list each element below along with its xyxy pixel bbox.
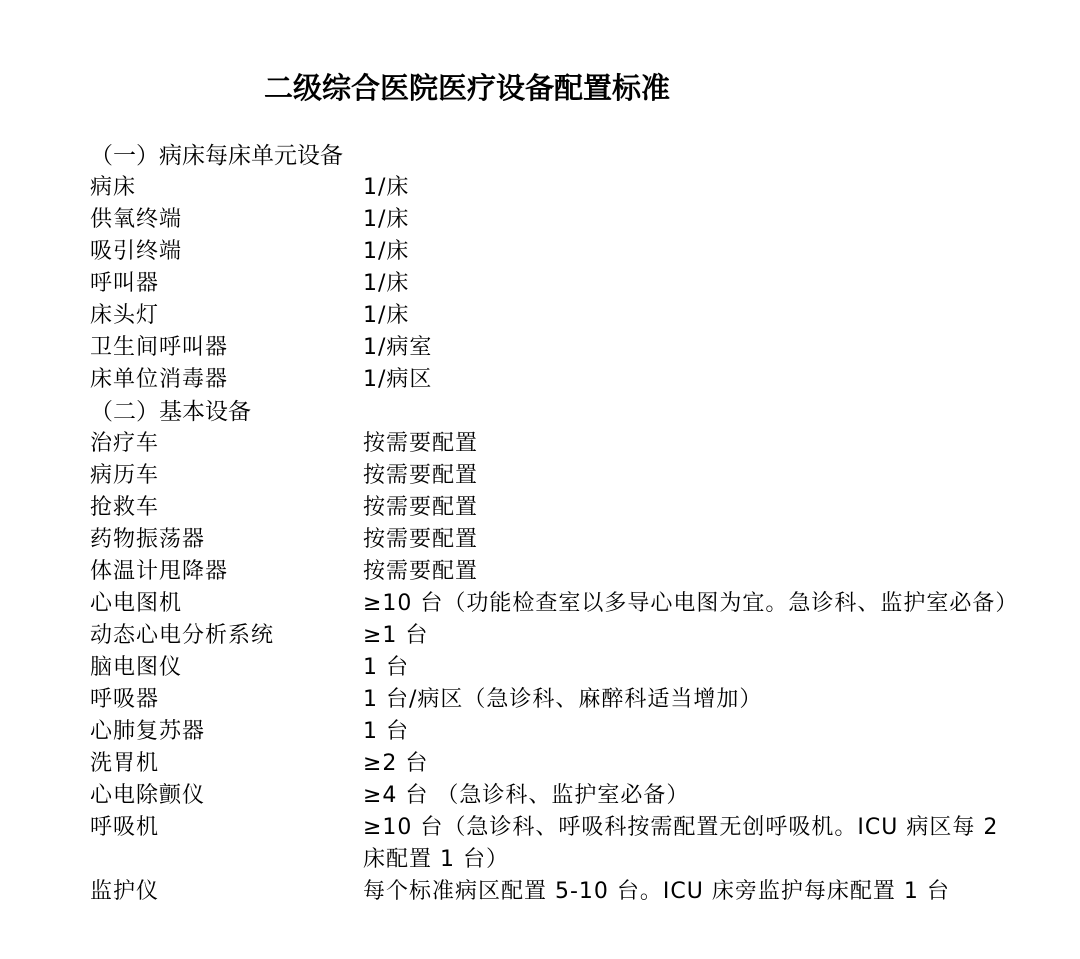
item-name: 洗胃机 bbox=[90, 751, 160, 776]
item-value: 1/病室 bbox=[363, 335, 433, 360]
document-title: 二级综合医院医疗设备配置标准 bbox=[264, 71, 671, 105]
item-name: 病历车 bbox=[90, 463, 160, 488]
list-item bbox=[90, 588, 1020, 620]
item-name: 脑电图仪 bbox=[90, 655, 183, 680]
item-name: 药物振荡器 bbox=[90, 527, 206, 552]
item-value: 按需要配置 bbox=[363, 559, 479, 584]
item-name: 床单位消毒器 bbox=[90, 367, 229, 392]
item-value: 每个标准病区配置 5-10 台。ICU 床旁监护每床配置 1 台 bbox=[363, 879, 950, 904]
list-item bbox=[90, 876, 1020, 908]
list-item bbox=[90, 460, 1020, 492]
item-name: 卫生间呼叫器 bbox=[90, 335, 229, 360]
item-name: 动态心电分析系统 bbox=[90, 623, 275, 648]
item-value: 1/床 bbox=[363, 271, 410, 296]
item-name: 供氧终端 bbox=[90, 207, 183, 232]
item-value: 按需要配置 bbox=[363, 527, 479, 552]
item-name: 吸引终端 bbox=[90, 239, 183, 264]
item-name: 心电除颤仪 bbox=[90, 783, 206, 808]
list-item bbox=[90, 332, 1020, 364]
item-value: 1/床 bbox=[363, 303, 410, 328]
list-item bbox=[90, 268, 1020, 300]
item-value: 按需要配置 bbox=[363, 463, 479, 488]
list-item bbox=[90, 812, 1020, 876]
list-item bbox=[90, 524, 1020, 556]
item-value: ≥2 台 bbox=[363, 751, 429, 776]
list-item bbox=[90, 204, 1020, 236]
item-name: 呼吸机 bbox=[90, 815, 160, 840]
item-name: 治疗车 bbox=[90, 431, 160, 456]
list-item bbox=[90, 428, 1020, 460]
section-heading: （一）病床每床单元设备 bbox=[90, 143, 343, 169]
item-name: 监护仪 bbox=[90, 879, 160, 904]
item-name: 心电图机 bbox=[90, 591, 183, 616]
item-value: ≥4 台 （急诊科、监护室必备） bbox=[363, 783, 690, 808]
item-value: 1 台 bbox=[363, 655, 409, 680]
item-value: 按需要配置 bbox=[363, 495, 479, 520]
section-heading: （二）基本设备 bbox=[90, 399, 251, 425]
item-value: ≥10 台（急诊科、呼吸科按需配置无创呼吸机。ICU 病区每 2 床配置 1 台） bbox=[363, 815, 999, 872]
list-item bbox=[90, 172, 1020, 204]
item-value: ≥10 台（功能检查室以多导心电图为宜。急诊科、监护室必备） bbox=[363, 591, 1019, 616]
item-name: 病床 bbox=[90, 175, 137, 200]
list-item bbox=[90, 620, 1020, 652]
item-name: 体温计甩降器 bbox=[90, 559, 229, 584]
list-item bbox=[90, 748, 1020, 780]
list-item bbox=[90, 300, 1020, 332]
list-item bbox=[90, 716, 1020, 748]
item-name: 床头灯 bbox=[90, 303, 160, 328]
list-item bbox=[90, 364, 1020, 396]
item-name: 抢救车 bbox=[90, 495, 160, 520]
item-value: ≥1 台 bbox=[363, 623, 429, 648]
list-item bbox=[90, 556, 1020, 588]
list-item bbox=[90, 236, 1020, 268]
item-value: 1 台/病区（急诊科、麻醉科适当增加） bbox=[363, 687, 763, 712]
item-value: 1/床 bbox=[363, 207, 410, 232]
equipment-list bbox=[90, 140, 1020, 908]
list-item bbox=[90, 780, 1020, 812]
list-item bbox=[90, 684, 1020, 716]
item-name: 心肺复苏器 bbox=[90, 719, 206, 744]
item-value: 1 台 bbox=[363, 719, 409, 744]
item-value: 1/病区 bbox=[363, 367, 433, 392]
item-value: 1/床 bbox=[363, 239, 410, 264]
item-name: 呼叫器 bbox=[90, 271, 160, 296]
item-name: 呼吸器 bbox=[90, 687, 160, 712]
item-value: 1/床 bbox=[363, 175, 410, 200]
list-item bbox=[90, 652, 1020, 684]
list-item bbox=[90, 492, 1020, 524]
item-value: 按需要配置 bbox=[363, 431, 479, 456]
